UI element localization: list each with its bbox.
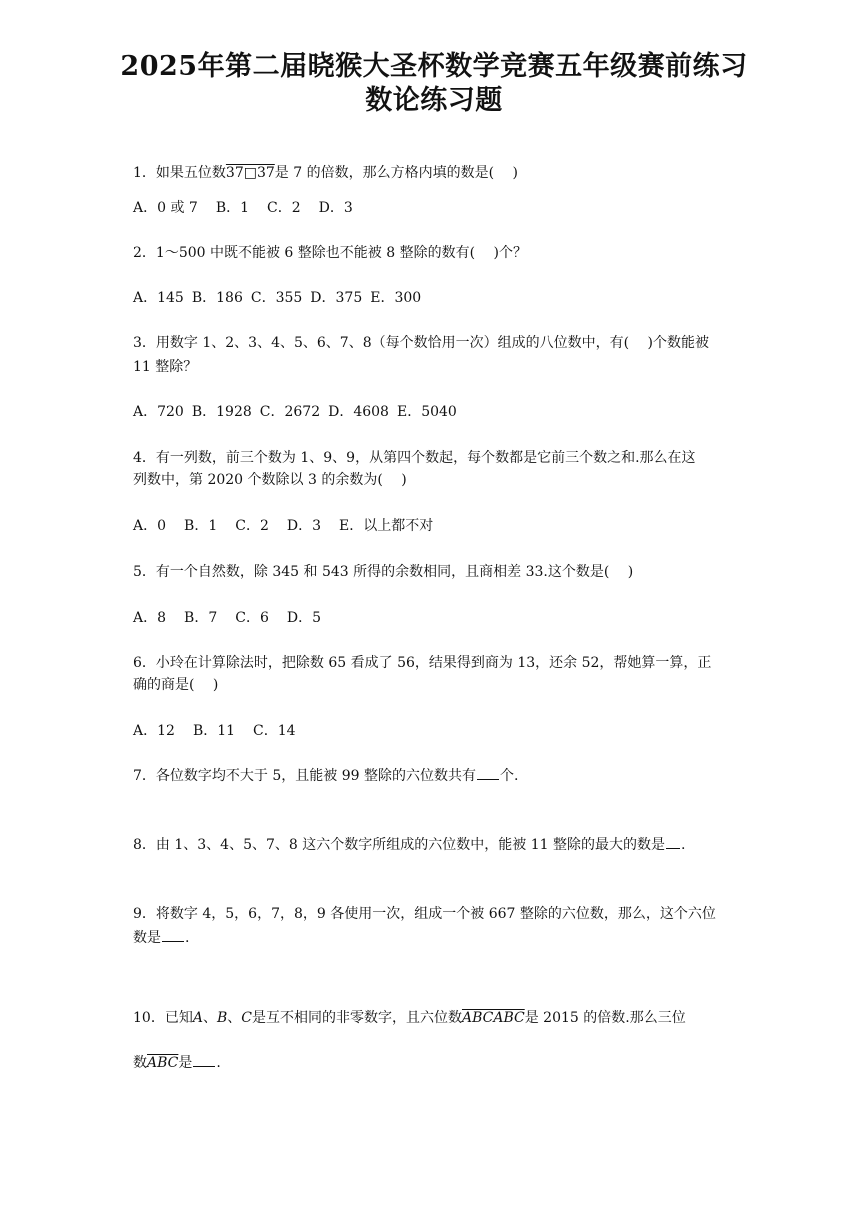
option: C．2: [267, 200, 301, 216]
option: B．7: [184, 610, 218, 626]
option: C．14: [253, 723, 296, 739]
question-2-options: [133, 288, 743, 308]
question-5-options: [133, 608, 743, 628]
question-2: 2．1～500 中既不能被 6 整除也不能被 8 整除的数有( )个？: [133, 245, 527, 261]
option: A．145: [133, 290, 184, 306]
option: C．2672: [259, 404, 321, 420]
question-3-options: [133, 402, 743, 422]
option: A．720: [133, 404, 184, 420]
question-3-line1: 3．用数字 1、2、3、4、5、6、7、8（每个数恰用一次）组成的八位数中，有( )个数能被: [133, 335, 709, 351]
option: D．375: [310, 290, 363, 306]
option: A．0: [133, 518, 167, 534]
option: C．2: [235, 518, 269, 534]
document-title-line2: 数论练习题: [365, 85, 503, 116]
question-10-line2: 数$\overline{ABC}$是 .: [133, 1055, 221, 1071]
question-9-line2: 数是 .: [133, 930, 190, 946]
question-6-line2: 确的商是( ): [133, 677, 219, 693]
option: A．0 或 7: [133, 200, 198, 216]
option: D．4608: [328, 404, 389, 420]
question-4-options: [133, 516, 743, 536]
question-4-line1: 4．有一列数，前三个数为 1、9、9，从第四个数起，每个数都是它前三个数之和.那么在这: [133, 450, 696, 466]
option: B．1: [215, 200, 250, 216]
option: B．11: [192, 723, 236, 739]
option: D．3: [286, 518, 321, 534]
option: E．5040: [396, 404, 457, 420]
option: C．355: [250, 290, 303, 306]
option: E．以上都不对: [339, 518, 434, 534]
option: E．300: [370, 290, 422, 306]
question-5: 5．有一个自然数，除 345 和 543 所得的余数相同，且商相差 33.这个数是( ): [133, 564, 634, 580]
answer-blank: [477, 767, 499, 780]
option: C．6: [235, 610, 269, 626]
variable-c: C: [241, 1010, 252, 1026]
option: B．1: [184, 518, 218, 534]
option: A．12: [133, 723, 175, 739]
variable-b: B: [216, 1010, 228, 1026]
option: D．5: [286, 610, 321, 626]
option: A．8: [133, 610, 167, 626]
overlined-number: 37□37: [225, 165, 275, 181]
question-6-line1: 6．小玲在计算除法时，把除数 65 看成了 56，结果得到商为 13，还余 52，帮她算一算，正: [133, 655, 712, 671]
question-6-options: [133, 721, 743, 741]
document-title-line1: 2025年第二届晓猴大圣杯数学竞赛五年级赛前练习: [120, 51, 748, 82]
option: B．186: [191, 290, 243, 306]
question-1-options: [133, 198, 743, 218]
question-9-line1: 9．将数字 4，5，6，7，8，9 各使用一次，组成一个被 667 整除的六位数，那么，这个六位: [133, 906, 716, 922]
overlined-number: ABCABC: [461, 1010, 525, 1026]
option: D．3: [318, 200, 353, 216]
option: B．1928: [191, 404, 252, 420]
question-10-line1: 10．已知A、B、C是互不相同的非零数字，且六位数ABCABC是 2015 的倍数.那么三位: [133, 1010, 686, 1026]
question-4-line2: 列数中，第 2020 个数除以 3 的余数为( ): [133, 472, 407, 488]
answer-blank: [193, 1054, 215, 1067]
question-8: 8．由 1、3、4、5、7、8 这六个数字所组成的六位数中，能被 11 整除的最大的数是 .: [133, 837, 686, 853]
variable-a: A: [192, 1010, 203, 1026]
overlined-number: $\overline{ABC}$: [147, 1055, 179, 1071]
question-7: 7．各位数字均不大于 5，且能被 99 整除的六位数共有 个.: [133, 768, 519, 784]
question-1: 1．如果五位数37□37是 7 的倍数，那么方格内填的数是( ): [133, 165, 518, 181]
answer-blank: [666, 836, 680, 849]
answer-blank: [162, 929, 184, 942]
question-3-line2: 11 整除？: [133, 359, 198, 375]
